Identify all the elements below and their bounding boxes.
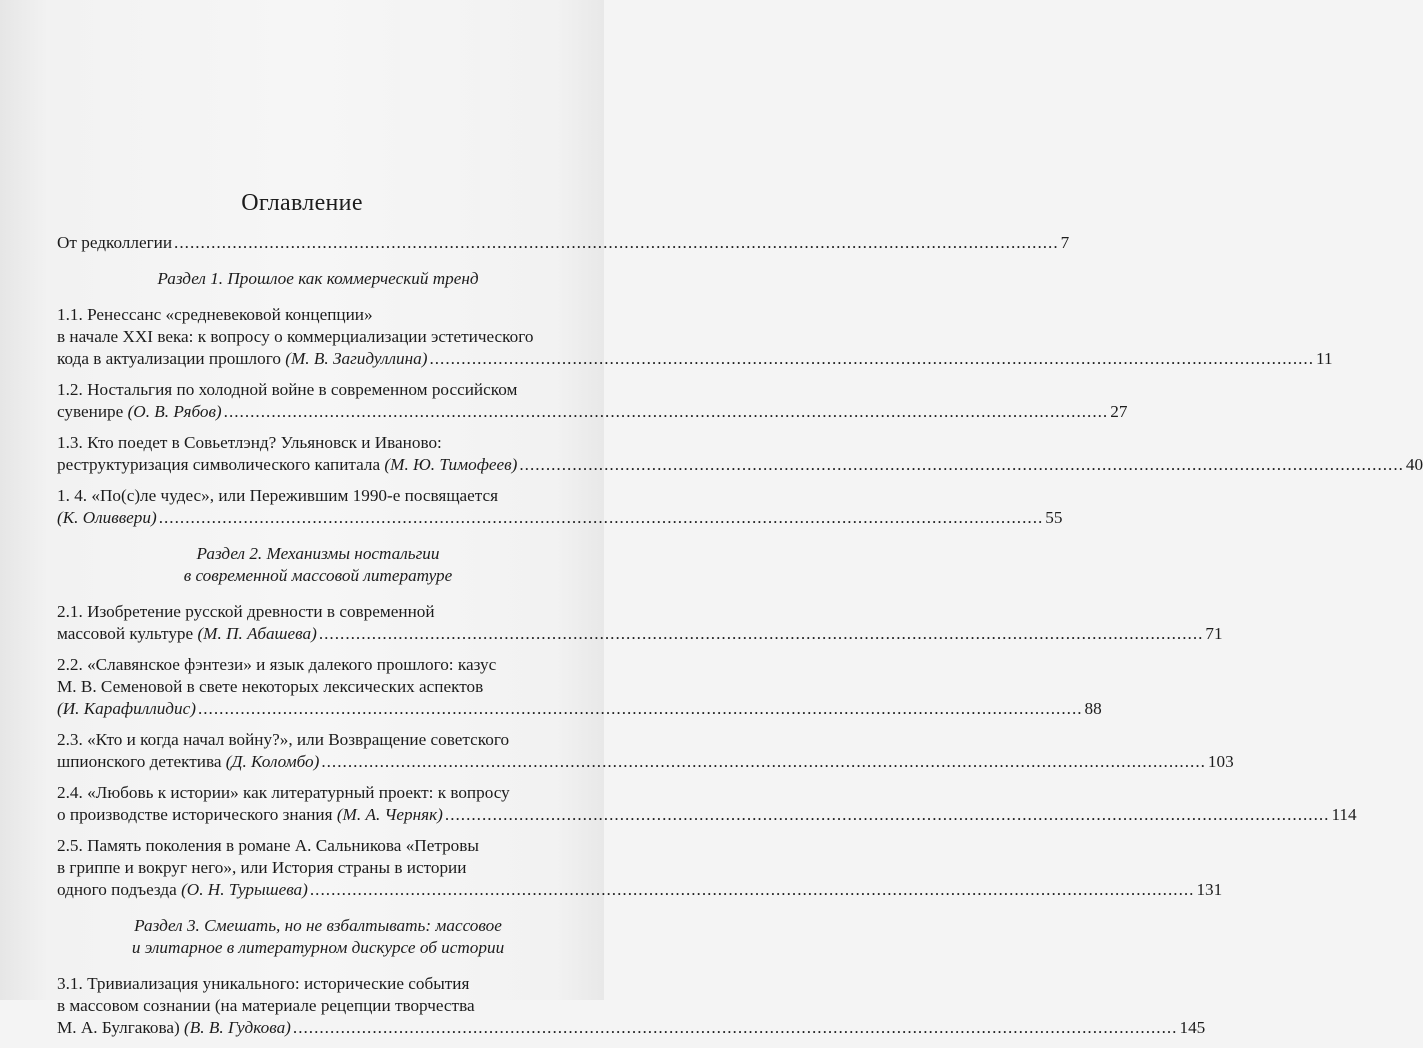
author-name: (О. Н. Турышева)	[181, 880, 308, 899]
toc-entry-line: 2.3. «Кто и когда начал войну?», или Возвращение советского	[57, 730, 510, 749]
section-heading	[57, 543, 579, 587]
page-number: 145	[1179, 1018, 1206, 1037]
page-number: 7	[1060, 233, 1070, 252]
dot-leader	[293, 1017, 1178, 1039]
author-name: (И. Карафиллидис)	[57, 699, 196, 718]
toc-entry-text: От редколлегии	[57, 233, 173, 252]
page-title: Оглавление	[241, 190, 363, 216]
author-name: (Д. Коломбо)	[225, 752, 320, 771]
page-number: 103	[1207, 752, 1234, 771]
toc-entry-text: одного подъезда	[57, 880, 177, 899]
toc-entry-text: массовой культуре	[57, 624, 194, 643]
section-heading	[57, 915, 579, 959]
toc-entry-text: о производстве исторического знания	[57, 805, 333, 824]
dot-leader	[310, 879, 1195, 901]
page-number: 27	[1110, 402, 1128, 421]
author-name: (М. А. Черняк)	[336, 805, 443, 824]
author-name: (В. В. Гудкова)	[184, 1018, 291, 1037]
toc-entry-last-line	[57, 879, 308, 901]
toc-entry-line: 2.1. Изобретение русской древности в современной	[57, 602, 435, 621]
toc-entry-last-line	[57, 454, 517, 476]
toc-entry-intro[interactable]	[57, 232, 1070, 254]
toc-entry-last-line	[57, 507, 157, 529]
section-heading-line: Раздел 2. Механизмы ностальгии	[196, 544, 440, 563]
toc-entry-text: шпионского детектива	[57, 752, 222, 771]
page-number: 40	[1405, 455, 1423, 474]
dot-leader	[445, 804, 1330, 826]
page-number: 11	[1316, 349, 1333, 368]
toc-entry[interactable]	[57, 601, 1223, 645]
toc-entry[interactable]	[57, 432, 1423, 476]
toc-entry-line: 2.5. Память поколения в романе А. Сальникова «Петровы	[57, 836, 479, 855]
page-number: 114	[1331, 805, 1357, 824]
toc-entry-text: кода в актуализации прошлого	[57, 349, 281, 368]
toc-entry-line: 1.3. Кто поедет в Совьетлэнд? Ульяновск и Иваново:	[57, 433, 442, 452]
toc-entry-text: М. А. Булгакова)	[57, 1018, 180, 1037]
toc-entry-line: в гриппе и вокруг него», или История страны в истории	[57, 858, 467, 877]
dot-leader	[198, 698, 1083, 720]
toc-entry[interactable]	[57, 654, 1102, 720]
section-heading	[57, 268, 579, 290]
toc-entry-last-line	[57, 623, 317, 645]
toc-entry[interactable]	[57, 835, 1223, 901]
author-name: (М. П. Абашева)	[197, 624, 317, 643]
toc-entry-last-line	[57, 1017, 291, 1039]
dot-leader	[174, 232, 1059, 254]
page-number: 55	[1045, 508, 1063, 527]
section-heading-line: Раздел 3. Смешать, но не взбалтывать: массовое	[134, 916, 502, 935]
toc-entry-line: 1. 4. «По(с)ле чудес», или Пережившим 1990-е посвящается	[57, 486, 499, 505]
dot-leader	[159, 507, 1044, 529]
toc-entry[interactable]	[57, 973, 1206, 1039]
page-number: 88	[1084, 699, 1102, 718]
toc-entry-line: в массовом сознании (на материале рецепции творчества	[57, 996, 475, 1015]
toc-entry[interactable]	[57, 729, 1234, 773]
toc-entry-line: 2.2. «Славянское фэнтези» и язык далекого прошлого: казус	[57, 655, 497, 674]
dot-leader	[321, 751, 1206, 773]
page-number: 131	[1196, 880, 1223, 899]
toc-entry[interactable]	[57, 304, 1333, 370]
toc-entry-text: сувенире	[57, 402, 124, 421]
toc-entry-text: реструктуризация символического капитала	[57, 455, 381, 474]
toc-entry[interactable]	[57, 485, 1063, 529]
page-number: 71	[1205, 624, 1223, 643]
dot-leader	[319, 623, 1204, 645]
toc-entry[interactable]	[57, 782, 1357, 826]
author-name: (М. В. Загидуллина)	[285, 349, 428, 368]
section-heading-line: и элитарное в литературном дискурсе об истории	[131, 938, 505, 957]
toc-entry-line: в начале XXI века: к вопросу о коммерциализации эстетического	[57, 327, 534, 346]
toc-entry-last-line	[57, 751, 319, 773]
toc-entry[interactable]	[57, 379, 1128, 423]
toc-entry-last-line	[57, 804, 443, 826]
toc-entry-line: 2.4. «Любовь к истории» как литературный проект: к вопросу	[57, 783, 510, 802]
dot-leader	[429, 348, 1314, 370]
author-name: (К. Оливвери)	[57, 508, 157, 527]
toc-entry-last-line	[57, 698, 196, 720]
toc-entry-line: 3.1. Тривиализация уникального: исторические события	[57, 974, 470, 993]
author-name: (О. В. Рябов)	[127, 402, 222, 421]
toc-entry-line: 1.2. Ностальгия по холодной войне в современном российском	[57, 380, 518, 399]
section-heading-line: в современной массовой литературе	[183, 566, 453, 585]
toc-entry-last-line	[57, 401, 222, 423]
toc-entry-line: М. В. Семеновой в свете некоторых лексических аспектов	[57, 677, 484, 696]
section-heading-line: Раздел 1. Прошлое как коммерческий тренд	[157, 269, 479, 288]
author-name: (М. Ю. Тимофеев)	[384, 455, 518, 474]
toc-entry-line: 1.1. Ренессанс «средневековой концепции»	[57, 305, 373, 324]
dot-leader	[224, 401, 1109, 423]
dot-leader	[519, 454, 1404, 476]
table-of-contents	[57, 232, 1423, 1048]
toc-entry-last-line	[57, 348, 427, 370]
